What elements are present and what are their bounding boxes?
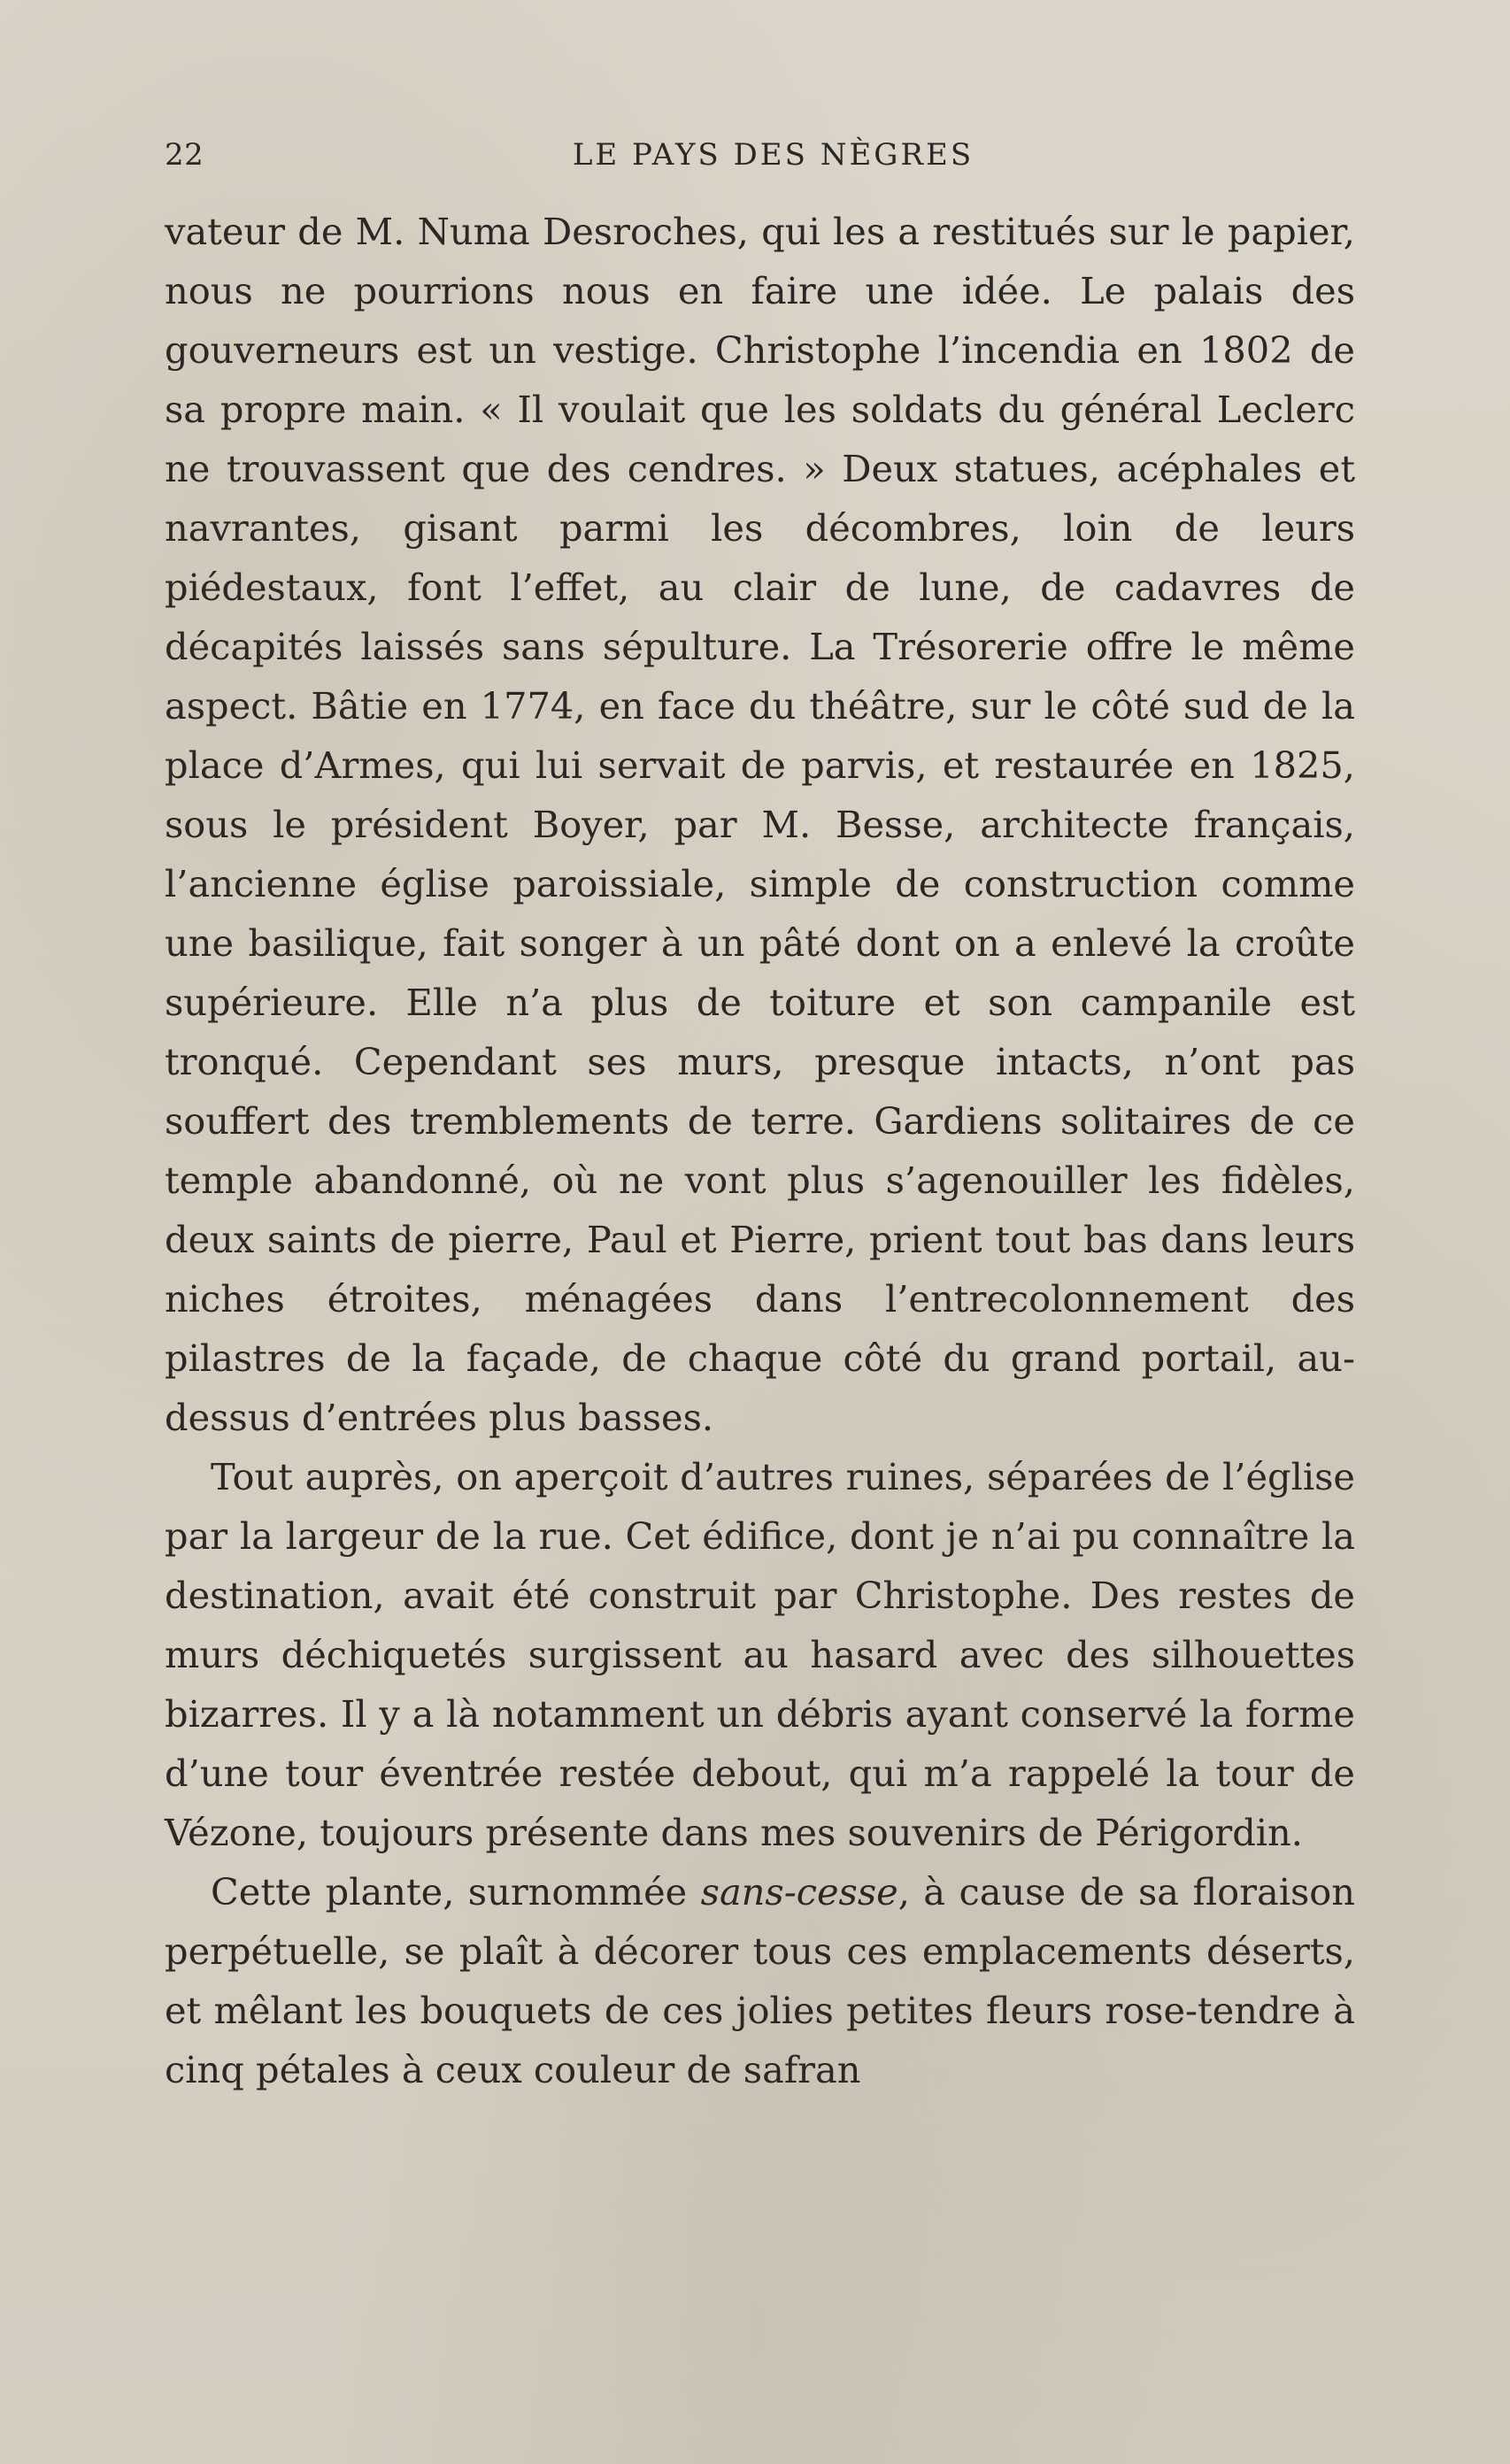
paragraph-2: [165, 1447, 1355, 1862]
body-text: [165, 202, 1355, 2099]
paragraph-3-text-end: , à cause de sa floraison perpétuelle, se plaît à décorer tous ces emplacements déserts, et mêlant les bouquets de ces jolies petites fleurs rose-tendre à cinq pétales à ceux couleur de safran: [165, 1870, 1356, 2091]
paragraph-1-text: vateur de M. Numa Desroches, qui les a restitués sur le papier, nous ne pourrions nous en faire une idée. Le palais des gouverneurs est un vestige. Christophe l’incendia en 1802 de sa propre main. « Il voulait que les soldats du général Leclerc ne trouvassent que des cendres. » Deux statues, acéphales et navrantes, gisant parmi les décombres, loin de leurs piédestaux, font l’effet, au clair de lune, de cadavres de décapités laissés sans sépulture. La Trésorerie offre le même aspect. Bâtie en 1774, en face du théâtre, sur le côté sud de la place d’Armes, qui lui servait de parvis, et restaurée en 1825, sous le président Boyer, par M. Besse, architecte français, l’ancienne église paroissiale, simple de construction comme une basilique, fait songer à un pâté dont on a enlevé la croûte supérieure. Elle n’a plus de toiture et son campanile est tronqué. Cependant ses murs, presque intacts, n’ont pas souffert des tremblements de terre. Gardiens solitaires de ce temple abandonné, où ne vont plus s’agenouiller les fidèles, deux saints de pierre, Paul et Pierre, prient tout bas dans leurs niches étroites, ménagées dans l’entrecolonnement des pilastres de la façade, de chaque côté du grand portail, au-dessus d’entrées plus basses.: [165, 210, 1355, 1439]
running-title: LE PAYS DES NÈGRES: [572, 137, 975, 173]
paragraph-3-text-start: Cette plante, surnommée: [211, 1870, 701, 1913]
paragraph-2-text: Tout auprès, on aperçoit d’autres ruines, séparées de l’église par la largeur de la rue. Cet édifice, dont je n’ai pu connaître la destination, avait été construit par Christophe. Des restes de murs déchiquetés surgissent au hasard avec des silhouettes bizarres. Il y a là notamment un débris ayant conservé la forme d’une tour éventrée restée debout, qui m’a rappelé la tour de Vézone, toujours présente dans mes souvenirs de Périgordin.: [165, 1455, 1355, 1854]
paragraph-1: [165, 202, 1355, 1447]
running-head: [165, 133, 1355, 177]
italic-term: sans-cesse: [700, 1870, 898, 1913]
page-number: 22: [165, 137, 204, 173]
paragraph-3: [165, 1862, 1355, 2099]
